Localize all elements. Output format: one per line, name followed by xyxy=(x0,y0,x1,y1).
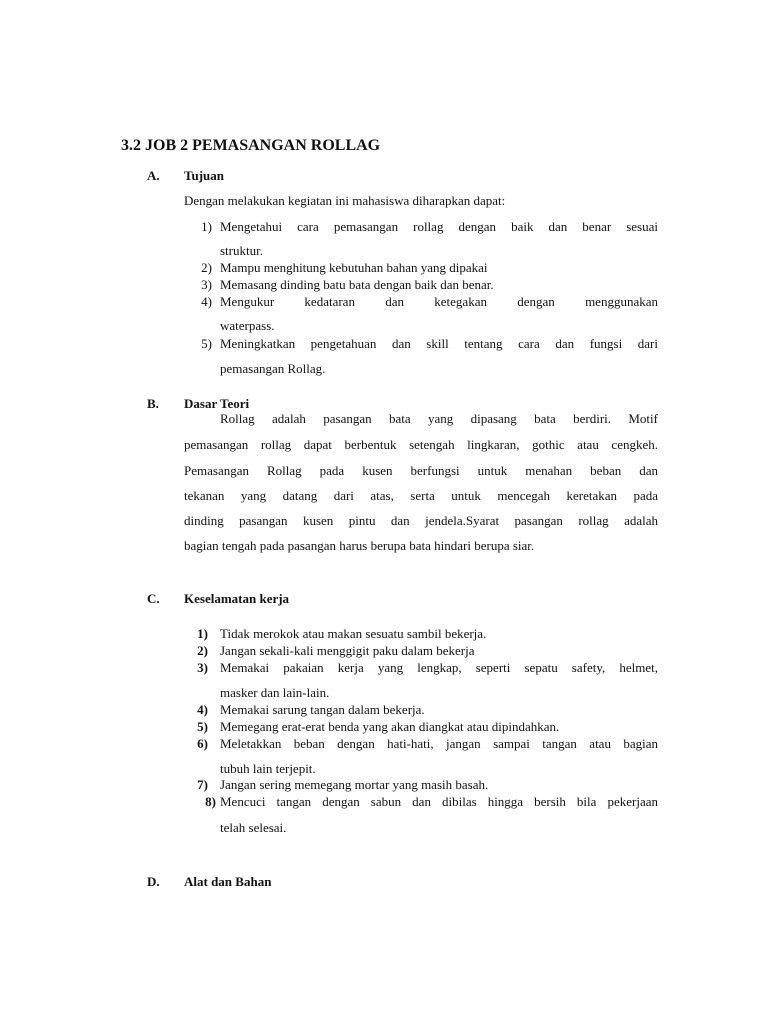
tujuan-item-2-line-1: Mampu menghitung kebutuhan bahan yang dipakai xyxy=(220,260,488,275)
keselamatan-item-3-line-2: masker dan lain-lain. xyxy=(220,685,330,700)
dasar-teori-line-3: Pemasangan Rollag pada kusen berfungsi untuk menahan beban dan xyxy=(184,463,658,478)
tujuan-item-1-number: 1) xyxy=(201,219,212,234)
keselamatan-item-4-line-1: Memakai sarung tangan dalam bekerja. xyxy=(220,702,425,717)
keselamatan-item-6-number: 6) xyxy=(197,736,208,751)
keselamatan-item-6-line-1: Meletakkan beban dengan hati-hati, jangan sampai tangan atau bagian xyxy=(220,736,658,751)
tujuan-item-1-line-1: Mengetahui cara pemasangan rollag dengan baik dan benar sesuai xyxy=(220,219,658,234)
dasar-teori-line-1: Rollag adalah pasangan bata yang dipasang bata berdiri. Motif xyxy=(220,411,658,426)
keselamatan-item-8-line-2: telah selesai. xyxy=(220,820,287,835)
keselamatan-item-8-number: 8) xyxy=(205,794,216,809)
keselamatan-item-2-line-1: Jangan sekali-kali menggigit paku dalam bekerja xyxy=(220,643,475,658)
tujuan-item-1-line-2: struktur. xyxy=(220,243,263,258)
tujuan-item-5-line-2: pemasangan Rollag. xyxy=(220,361,326,376)
dasar-teori-line-6: bagian tengah pada pasangan harus berupa bata hindari berupa siar. xyxy=(184,538,535,553)
section-a-letter: A. xyxy=(147,168,160,183)
keselamatan-item-1-number: 1) xyxy=(197,626,208,641)
dasar-teori-line-2: pemasangan rollag dapat berbentuk setengah lingkaran, gothic atau cengkeh. xyxy=(184,437,658,452)
dasar-teori-line-4: tekanan yang datang dari atas, serta untuk mencegah keretakan pada xyxy=(184,488,658,503)
tujuan-item-4-number: 4) xyxy=(201,294,212,309)
section-b-letter: B. xyxy=(147,396,159,411)
section-a-heading: Tujuan xyxy=(184,168,224,183)
tujuan-item-5-number: 5) xyxy=(201,336,212,351)
section-d-letter: D. xyxy=(147,874,160,889)
page-title: 3.2 JOB 2 PEMASANGAN ROLLAG xyxy=(121,137,381,154)
tujuan-item-2-number: 2) xyxy=(201,260,212,275)
keselamatan-item-8-line-1: Mencuci tangan dengan sabun dan dibilas hingga bersih bila pekerjaan xyxy=(220,794,658,809)
keselamatan-item-4-number: 4) xyxy=(197,702,208,717)
keselamatan-item-5-number: 5) xyxy=(197,719,208,734)
section-b-heading: Dasar Teori xyxy=(184,396,250,411)
keselamatan-item-3-number: 3) xyxy=(197,660,208,675)
keselamatan-item-7-line-1: Jangan sering memegang mortar yang masih basah. xyxy=(220,777,489,792)
section-c-heading: Keselamatan kerja xyxy=(184,591,290,606)
keselamatan-item-2-number: 2) xyxy=(197,643,208,658)
keselamatan-item-6-line-2: tubuh lain terjepit. xyxy=(220,761,316,776)
keselamatan-item-1-line-1: Tidak merokok atau makan sesuatu sambil bekerja. xyxy=(220,626,487,641)
keselamatan-item-5-line-1: Memegang erat-erat benda yang akan diangkat atau dipindahkan. xyxy=(220,719,560,734)
section-d-heading: Alat dan Bahan xyxy=(184,874,272,889)
keselamatan-item-3-line-1: Memakai pakaian kerja yang lengkap, seperti sepatu safety, helmet, xyxy=(220,660,658,675)
tujuan-item-4-line-1: Mengukur kedataran dan ketegakan dengan menggunakan xyxy=(220,294,658,309)
section-a-intro: Dengan melakukan kegiatan ini mahasiswa diharapkan dapat: xyxy=(184,193,506,208)
tujuan-item-5-line-1: Meningkatkan pengetahuan dan skill tentang cara dan fungsi dari xyxy=(220,336,658,351)
tujuan-item-3-line-1: Memasang dinding batu bata dengan baik dan benar. xyxy=(220,277,494,292)
dasar-teori-line-5: dinding pasangan kusen pintu dan jendela.Syarat pasangan rollag adalah xyxy=(184,513,658,528)
tujuan-item-3-number: 3) xyxy=(201,277,212,292)
keselamatan-item-7-number: 7) xyxy=(197,777,208,792)
section-c-letter: C. xyxy=(147,591,160,606)
tujuan-item-4-line-2: waterpass. xyxy=(220,318,275,333)
